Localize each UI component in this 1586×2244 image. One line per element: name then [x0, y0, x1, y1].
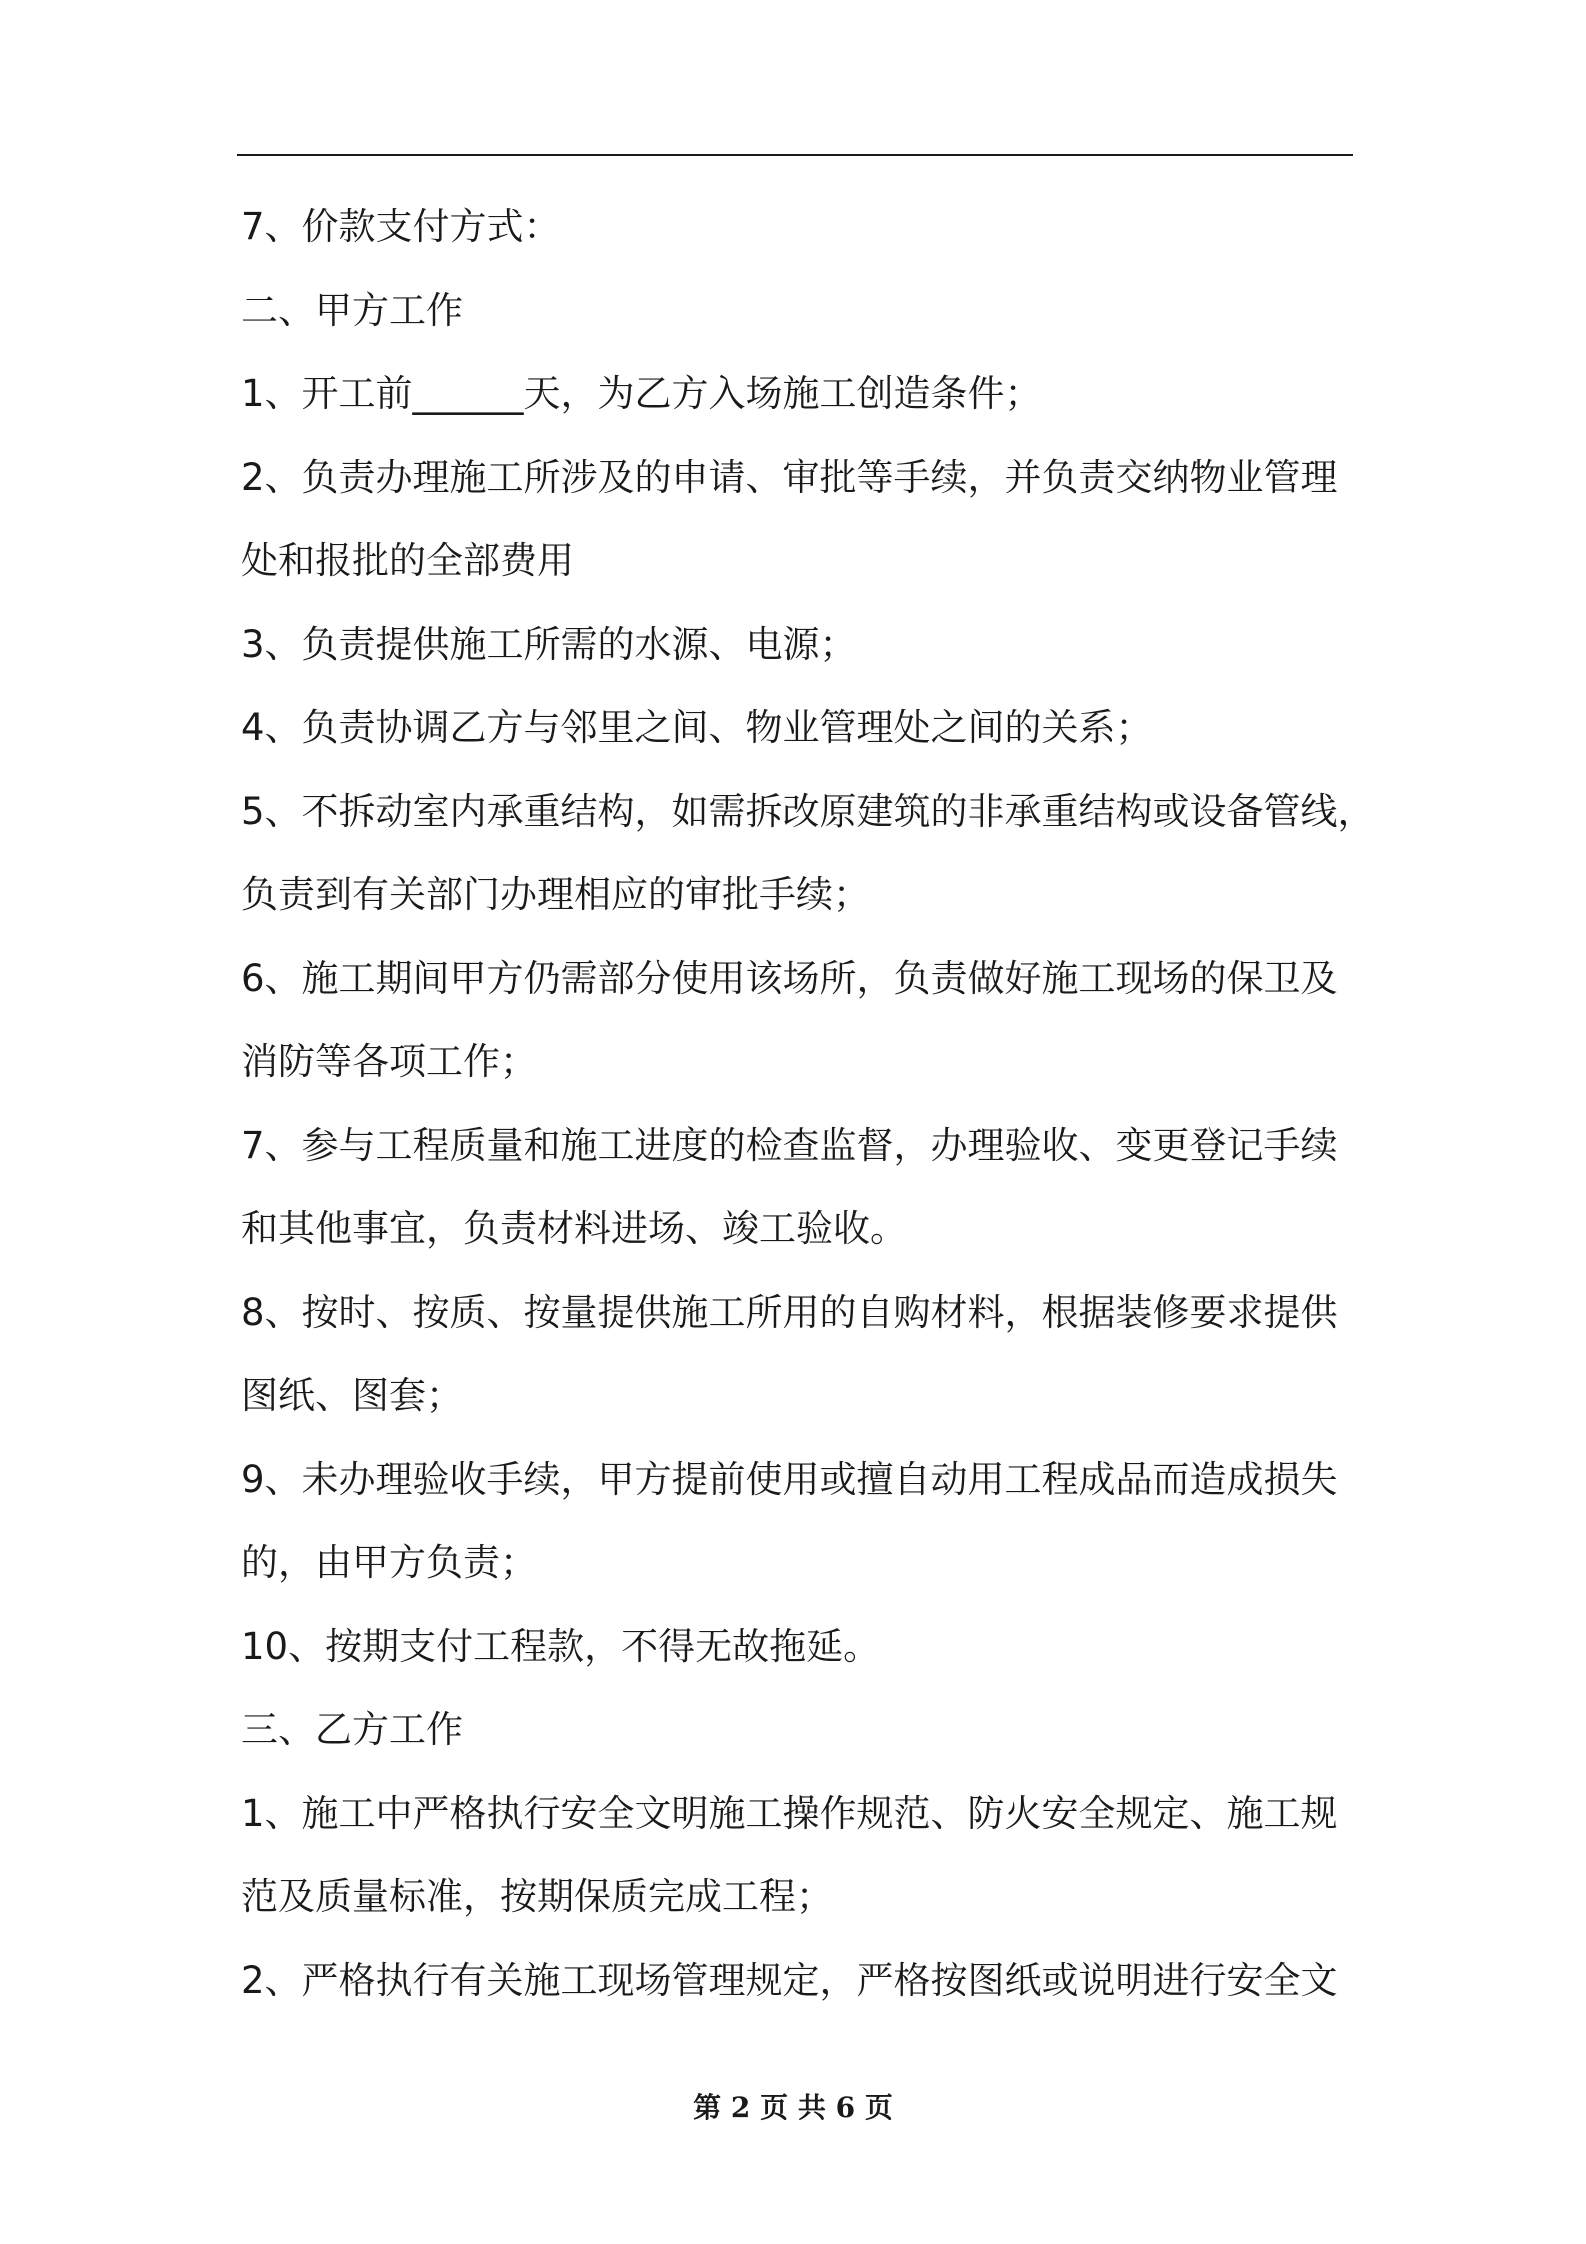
list-item-text: 2、严格执行有关施工现场管理规定，严格按图纸或说明进行安全文 [241, 1958, 1338, 2002]
list-item-text: 2、负责办理施工所涉及的申请、审批等手续，并负责交纳物业管理 [241, 455, 1338, 499]
list-item-text: 8、按时、按质、按量提供施工所用的自购材料，根据装修要求提供 [241, 1290, 1338, 1334]
list-item-continuation: 负责到有关部门办理相应的审批手续； [241, 873, 870, 916]
list-item-text: 7、价款支付方式： [241, 205, 561, 248]
list-item-continuation: 和其他事宜，负责材料进场、竣工验收。 [241, 1207, 907, 1250]
list-item-text: 4、负责协调乙方与邻里之间、物业管理处之间的关系； [241, 706, 1153, 749]
list-item-continuation: 消防等各项工作； [241, 1040, 537, 1083]
list-item-continuation: 图纸、图套； [241, 1374, 463, 1417]
page-number-footer: 第 2 页 共 6 页 [693, 2091, 893, 2124]
list-item-text: 7、参与工程质量和施工进度的检查监督，办理验收、变更登记手续 [241, 1123, 1338, 1167]
list-item-text: 9、未办理验收手续，甲方提前使用或擅自动用工程成品而造成损失 [241, 1457, 1338, 1501]
list-item-continuation: 处和报批的全部费用 [241, 539, 574, 582]
list-item-text: 5、不拆动室内承重结构，如需拆改原建筑的非承重结构或设备管线， [241, 789, 1375, 833]
list-item-continuation: 的，由甲方负责； [241, 1541, 537, 1584]
header-divider [237, 154, 1353, 156]
list-item-text: 3、负责提供施工所需的水源、电源； [241, 622, 857, 666]
list-item-text: 10、按期支付工程款，不得无故拖延。 [241, 1624, 881, 1668]
list-item-text: 1、开工前______天，为乙方入场施工创造条件； [241, 372, 1042, 415]
list-item-continuation: 范及质量标准，按期保质完成工程； [241, 1875, 833, 1918]
document-body [241, 185, 1391, 2022]
section-heading: 三、乙方工作 [241, 1708, 463, 1751]
list-item-text: 6、施工期间甲方仍需部分使用该场所，负责做好施工现场的保卫及 [241, 956, 1338, 1000]
section-heading: 二、甲方工作 [241, 288, 463, 332]
list-item-text: 1、施工中严格执行安全文明施工操作规范、防火安全规定、施工规 [241, 1791, 1338, 1835]
